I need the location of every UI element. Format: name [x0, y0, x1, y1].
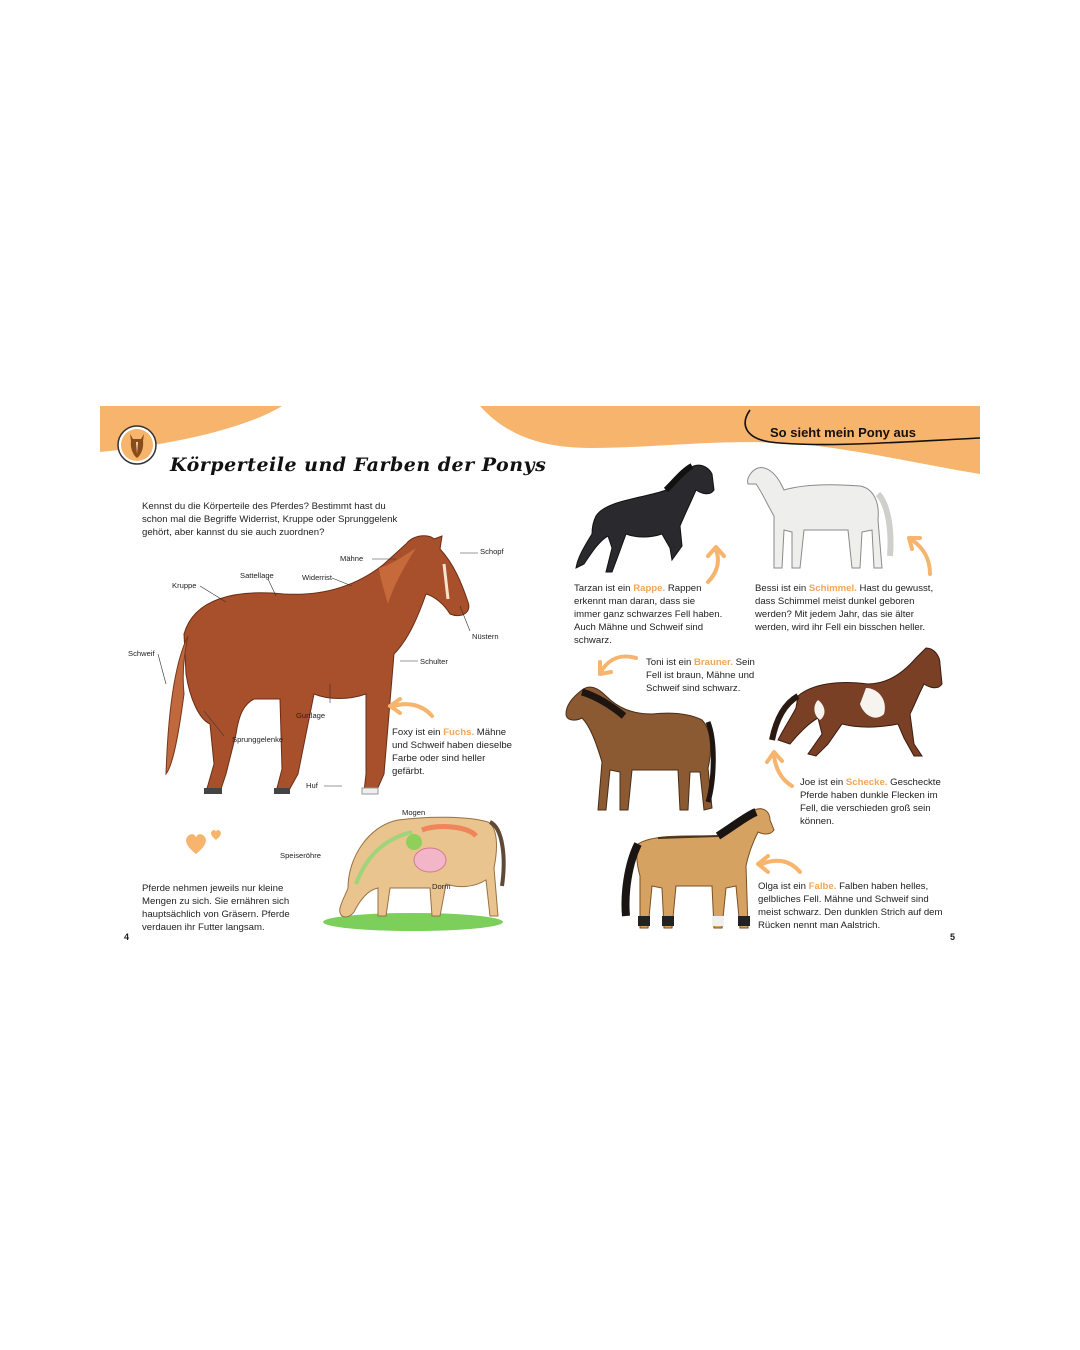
- white-horse-illustration: [744, 460, 896, 576]
- label-widerrist: Widerrist: [302, 573, 332, 582]
- book-spread: [100, 406, 980, 946]
- bay-horse-illustration: [562, 682, 718, 816]
- label-huf: Huf: [306, 781, 318, 790]
- tarzan-text: Tarzan ist ein Rappe. Rappen erkennt man daran, dass sie immer ganz schwarzes Fell haben. Auch Mähne und Schweif sind schwarz.: [574, 583, 723, 646]
- label-schweif: Schweif: [128, 649, 155, 658]
- label-speiseroehre: Speiseröhre: [280, 851, 321, 860]
- feeding-text: Pferde nehmen jeweils nur kleine Mengen zu sich. Sie ernähren sich hauptsächlich von Gräsern. Pferde verdauen ihr Futter langsam.: [142, 883, 290, 933]
- label-nuestern: Nüstern: [472, 632, 499, 641]
- foxy-text: Foxy ist ein Fuchs. Mähne und Schweif haben dieselbe Farbe oder sind heller gefärbt.: [392, 727, 513, 777]
- bessi-text: Bessi ist ein Schimmel. Hast du gewusst, dass Schimmel meist dunkel geboren werden? Mit jedem Jahr, das sie älter werden, wird ihr Fell ein bisschen heller.: [755, 583, 934, 633]
- label-schulter: Schulter: [420, 657, 448, 666]
- joe-text: Joe ist ein Schecke. Gescheckte Pferde haben dunkle Flecken im Fell, die verschieden groß sein können.: [800, 777, 941, 827]
- grazing-horse-illustration: [318, 808, 508, 938]
- arrow-icon: [752, 852, 804, 880]
- label-sattellage: Sattellage: [240, 571, 274, 580]
- intro-text: Kennst du die Körperteile des Pferdes? Bestimmt hast du schon mal die Begriffe Widerrist, Kruppe oder Sprunggelenk gehört, aber kannst du sie auch zuordnen?: [142, 501, 398, 538]
- label-mogen: Mogen: [402, 808, 426, 817]
- pinto-horse-illustration: [768, 644, 944, 762]
- label-kruppe: Kruppe: [172, 581, 197, 590]
- arrow-icon: [764, 748, 798, 790]
- page-number-left: 4: [124, 932, 130, 942]
- section-label: So sieht mein Pony aus: [770, 425, 916, 440]
- arrow-icon: [594, 650, 640, 680]
- arrow-icon: [698, 544, 732, 584]
- arrow-icon: [904, 532, 938, 576]
- black-horse-illustration: [566, 460, 716, 578]
- label-gurtlage: Gurtlage: [296, 711, 326, 720]
- page-title: Körperteile und Farben der Ponys: [170, 454, 547, 476]
- label-schopf: Schopf: [480, 547, 504, 556]
- arrow-icon: [386, 696, 436, 726]
- label-sprunggelenke: Sprunggelenke: [232, 735, 284, 744]
- label-maehne: Mähne: [340, 554, 364, 563]
- toni-text: Toni ist ein Brauner. Sein Fell ist braun, Mähne und Schweif sind schwarz.: [646, 657, 755, 694]
- olga-text: Olga ist ein Falbe. Falben haben helles, gelbliches Fell. Mähne und Schweif sind meist schwarz. Den dunklen Strich auf dem Rücken nennt man Aalstrich.: [758, 881, 943, 931]
- heart-icon: [184, 822, 226, 858]
- label-dorm: Dorm: [432, 882, 451, 891]
- page-number-right: 5: [950, 932, 956, 942]
